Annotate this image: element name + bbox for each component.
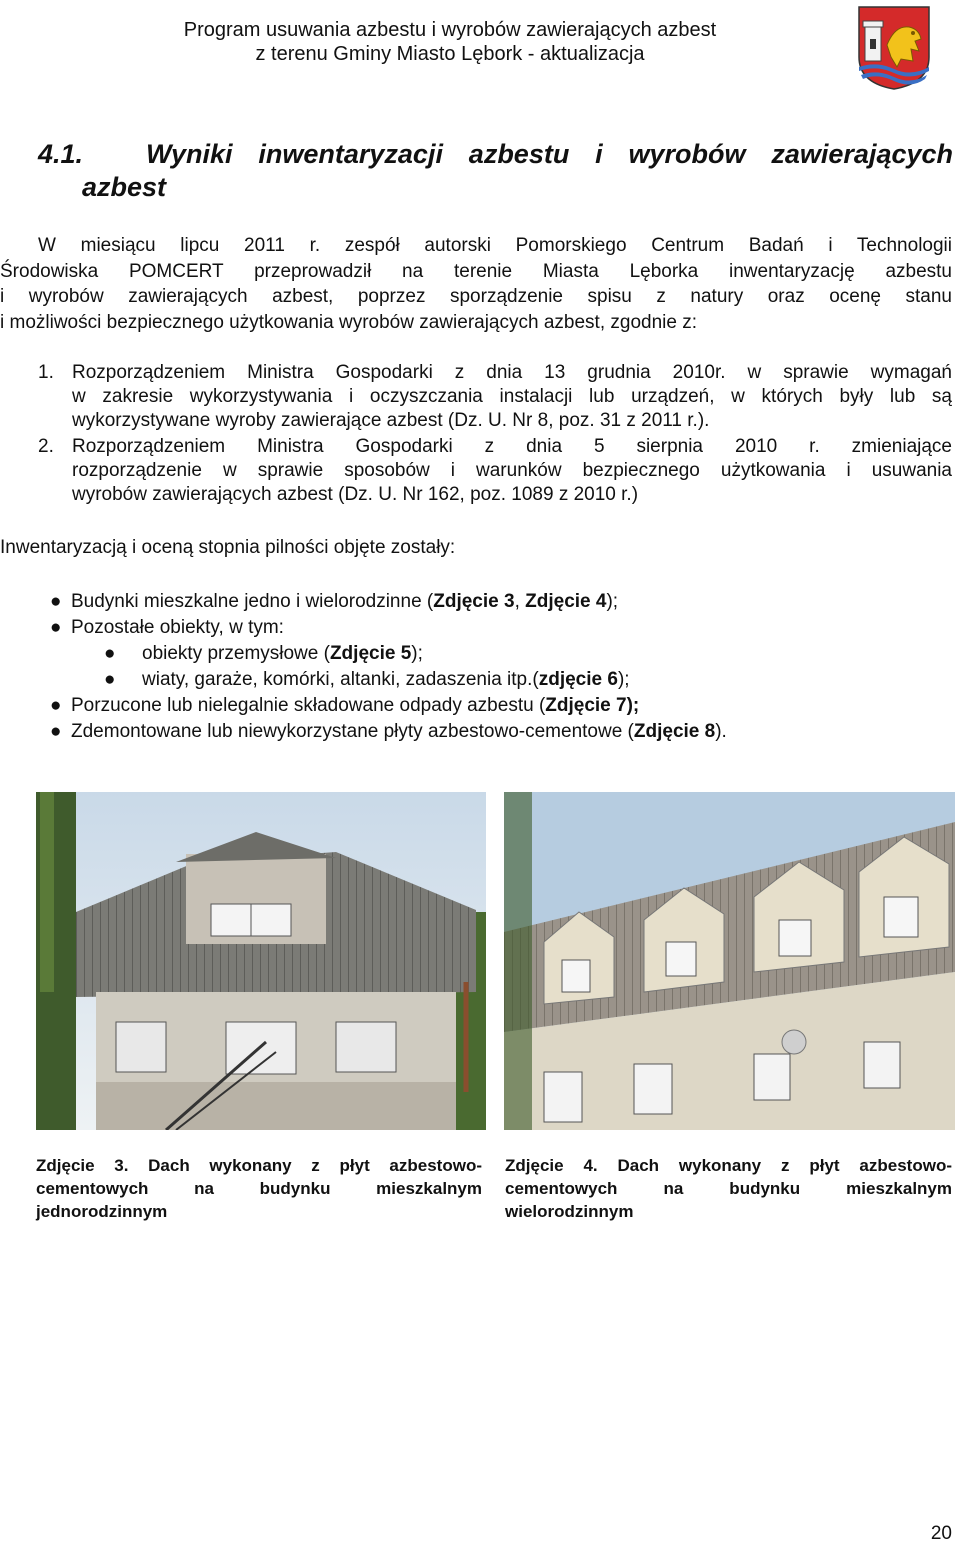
header-line-2: z terenu Gminy Miasto Lębork - aktualizacja bbox=[255, 43, 645, 65]
law-line: rozporządzenie w sprawie sposobów i warunków bezpiecznego użytkowania i usuwania bbox=[72, 460, 952, 481]
page-number: 20 bbox=[930, 1523, 952, 1544]
law-line: Rozporządzeniem Ministra Gospodarki z dnia 5 sierpnia 2010 r. zmieniające bbox=[72, 436, 952, 457]
bullet-text: Zdemontowane lub niewykorzystane płyty azbestowo-cementowe ( bbox=[71, 721, 634, 742]
lebork-coat-of-arms-icon bbox=[857, 5, 931, 91]
caption-line: cementowych na budynku mieszkalnym bbox=[505, 1179, 952, 1198]
bullet-icon: ● bbox=[50, 591, 62, 612]
law-line: Rozporządzeniem Ministra Gospodarki z dnia 13 grudnia 2010r. w sprawie wymagań bbox=[72, 362, 952, 383]
header-line-1: Program usuwania azbestu i wyrobów zawierających azbest bbox=[183, 19, 717, 41]
bullet-icon: ● bbox=[50, 695, 62, 716]
bullet-text: obiekty przemysłowe ( bbox=[142, 643, 330, 664]
photo-ref: Zdjęcie 3 bbox=[433, 591, 515, 612]
law-item-1 bbox=[38, 361, 952, 433]
section-title-line-2: azbest bbox=[82, 172, 167, 202]
bullet-text: Porzucone lub nielegalnie składowane odpady azbestu ( bbox=[71, 695, 546, 716]
photo-ref: Zdjęcie 5 bbox=[329, 643, 412, 664]
bullet-text: ). bbox=[715, 721, 727, 742]
photo-multi-family-building bbox=[504, 792, 955, 1130]
bullet-text: wiaty, garaże, komórki, altanki, zadaszenia itp.( bbox=[142, 669, 539, 690]
bullet-text: ); bbox=[411, 643, 423, 664]
running-header bbox=[0, 18, 900, 66]
photo-caption-left bbox=[36, 1154, 482, 1223]
law-line: wykorzystywane wyroby zawierające azbest (Dz. U. Nr 8, poz. 31 z 2011 r.). bbox=[72, 410, 710, 431]
photo-caption-right bbox=[505, 1154, 952, 1223]
bullet-text: , bbox=[514, 591, 526, 612]
law-item-2 bbox=[38, 435, 952, 507]
list-item bbox=[50, 694, 950, 718]
photo-ref: Zdjęcie 7); bbox=[545, 695, 640, 716]
intro-paragraph bbox=[0, 233, 952, 335]
intro-line-1: W miesiącu lipcu 2011 r. zespół autorski Pomorskiego Centrum Badań i Technologii bbox=[38, 235, 952, 256]
law-line: w zakresie wykorzystywania i oczyszczania instalacji lub urządzeń, w których były lub są bbox=[72, 386, 952, 407]
caption-line: Zdjęcie 3. Dach wykonany z płyt azbestowo- bbox=[36, 1156, 482, 1175]
caption-line: cementowych na budynku mieszkalnym bbox=[36, 1179, 482, 1198]
list-item bbox=[50, 616, 950, 640]
section-heading bbox=[38, 138, 953, 204]
section-title-line-1: Wyniki inwentaryzacji azbestu i wyrobów zawierających bbox=[146, 139, 953, 169]
photo-single-family-house bbox=[36, 792, 486, 1130]
bullet-icon: ● bbox=[104, 669, 116, 690]
scope-label: Inwentaryzacją i oceną stopnia pilności objęte zostały: bbox=[0, 537, 456, 558]
bullet-text: Pozostałe obiekty, w tym: bbox=[71, 617, 284, 638]
intro-line-3: i wyrobów zawierających azbest, poprzez sporządzenie spisu z natury oraz ocenę stanu bbox=[0, 286, 952, 307]
photo-ref: Zdjęcie 4 bbox=[525, 591, 607, 612]
caption-line: Zdjęcie 4. Dach wykonany z płyt azbestowo- bbox=[505, 1156, 952, 1175]
law-number: 2. bbox=[38, 436, 54, 457]
list-item bbox=[50, 720, 950, 744]
bullet-text: ); bbox=[606, 591, 619, 612]
bullet-icon: ● bbox=[50, 721, 62, 742]
caption-line: wielorodzinnym bbox=[505, 1202, 634, 1221]
list-item bbox=[50, 590, 950, 614]
bullet-text: Budynki mieszkalne jedno i wielorodzinne ( bbox=[71, 591, 434, 612]
list-item bbox=[104, 668, 944, 692]
law-number: 1. bbox=[38, 362, 54, 383]
intro-line-2: Środowiska POMCERT przeprowadził na terenie Miasta Lęborka inwentaryzację azbestu bbox=[0, 260, 952, 282]
section-number: 4.1. bbox=[38, 139, 84, 169]
bullet-icon: ● bbox=[104, 643, 116, 664]
photo-ref: Zdjęcie 8 bbox=[633, 721, 716, 742]
bullet-icon: ● bbox=[50, 617, 62, 638]
list-item bbox=[104, 642, 944, 666]
intro-line-4: i możliwości bezpiecznego użytkowania wyrobów zawierających azbest, zgodnie z: bbox=[0, 311, 697, 333]
law-line: wyrobów zawierających azbest (Dz. U. Nr 162, poz. 1089 z 2010 r.) bbox=[72, 484, 639, 505]
photo-ref: zdjęcie 6 bbox=[538, 669, 618, 690]
caption-line: jednorodzinnym bbox=[36, 1202, 168, 1221]
bullet-text: ); bbox=[617, 669, 630, 690]
